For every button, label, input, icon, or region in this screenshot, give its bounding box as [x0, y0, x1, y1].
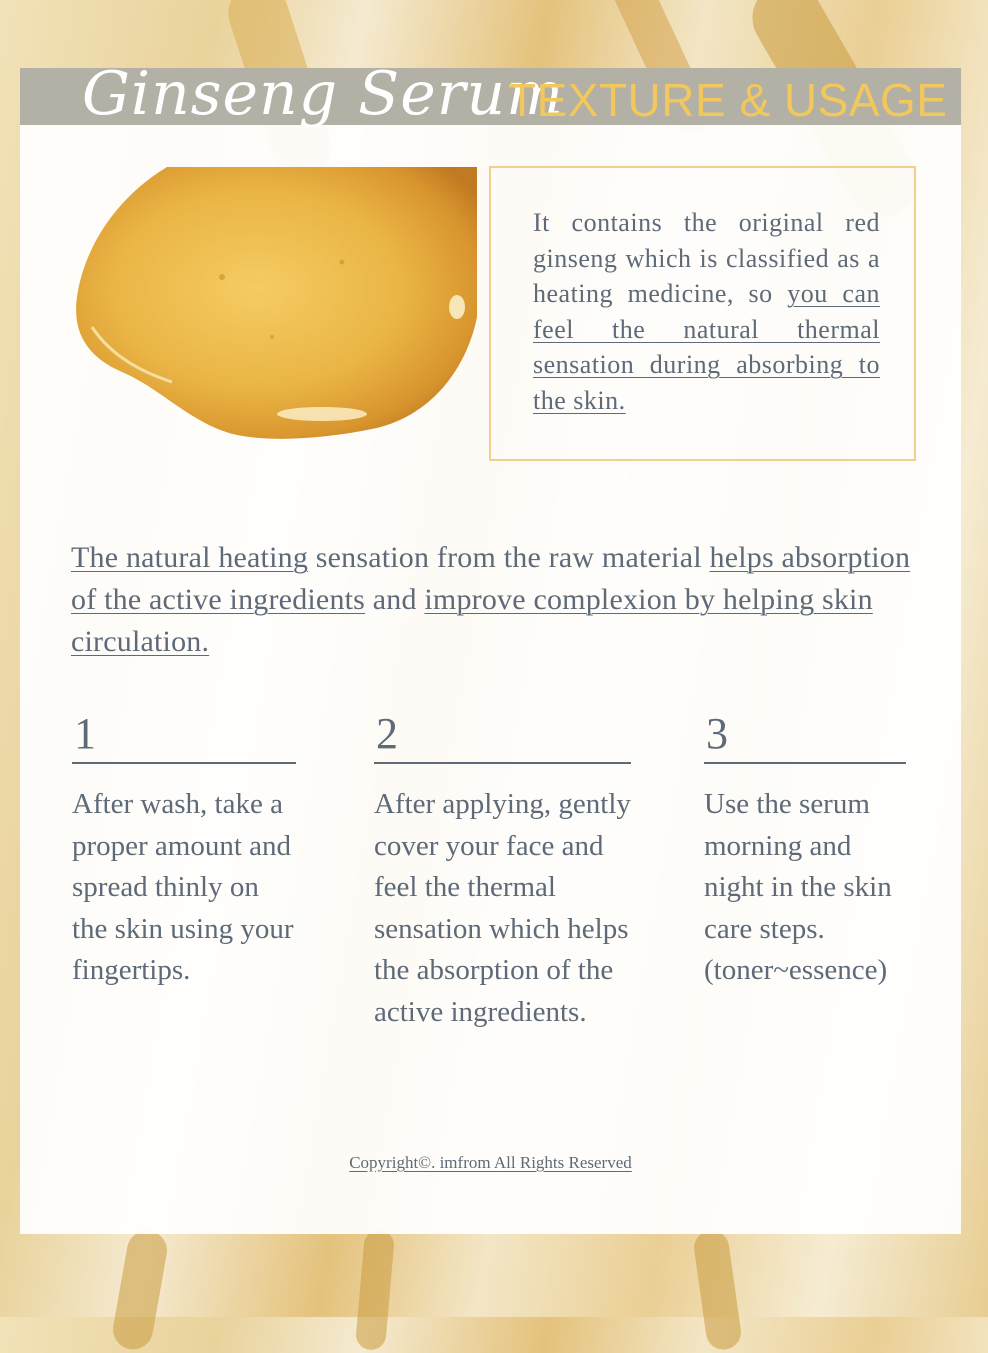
brand-title: Ginseng Serum [82, 59, 565, 129]
usage-step-3 [704, 708, 906, 992]
copyright-text: Copyright©. imfrom All Rights Reserved [349, 1153, 632, 1172]
intro-part-4: and [365, 583, 425, 616]
intro-paragraph [71, 537, 911, 663]
background-streak [692, 1228, 743, 1352]
serum-texture-image [72, 167, 477, 442]
background-streak [110, 1227, 170, 1352]
step-number: 2 [374, 708, 631, 764]
intro-part-5: improve complexion by helping skin circulation. [71, 583, 873, 658]
description-box [489, 166, 916, 461]
step-text: After wash, take a proper amount and spread thinly on the skin using your fingertips. [72, 788, 294, 987]
step-text: After applying, gently cover your face and feel the thermal sensation which helps the absorption of the active ingredients. [374, 788, 631, 1028]
title-bar [20, 59, 961, 129]
section-subtitle: TEXTURE & USAGE [508, 74, 948, 126]
description-plain: It contains the original red ginseng which is classified as a heating medicine, so [533, 208, 880, 308]
description-text [533, 205, 880, 418]
intro-part-3: helps absorption of the active ingredients [71, 541, 911, 616]
background-streak [355, 1229, 395, 1351]
content-card [20, 59, 961, 1234]
description-underlined: you can feel the natural thermal sensation during absorbing to the skin. [533, 279, 880, 415]
usage-step-1 [72, 708, 296, 992]
step-text: Use the serum morning and night in the skin care steps. (toner~essence) [704, 788, 892, 987]
intro-part-1: The natural heating [71, 541, 309, 574]
step-number: 3 [704, 708, 906, 764]
step-number: 1 [72, 708, 296, 764]
intro-part-2: sensation from the raw material [308, 541, 710, 574]
usage-step-2 [374, 708, 631, 1034]
copyright-notice [20, 1153, 961, 1173]
